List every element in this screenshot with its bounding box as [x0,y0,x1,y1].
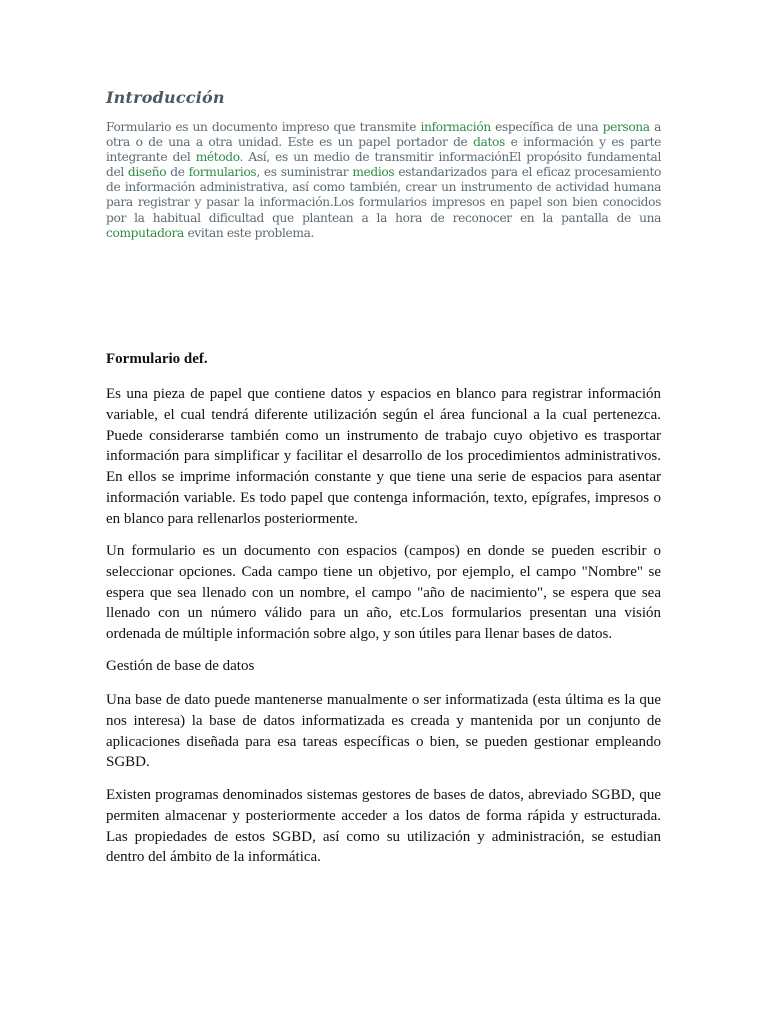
intro-link-método[interactable]: método [195,150,240,165]
intro-text-segment: de [166,165,189,180]
intro-link-persona[interactable]: persona [602,120,650,134]
intro-text-segment: estandarizados para el eficaz procesamiento de información administrativa, así como también, crear un instrumento de actividad humana para registrar y pasar la información.Los formularios impresos en papel son bien conocidos por la habitual dificultad que plantean a la hora de reconocer en la pantalla de una [106,165,661,225]
intro-text-segment: evitan este problema. [183,225,315,240]
gestion-paragraph-1: Una base de dato puede mantenerse manualmente o ser informatizada (esta última es la que nos interesa) la base de datos informatizada es creada y mantenida por un conjunto de aplicaciones diseñada para esa tareas específicas o bien, se pueden gestionar empleando SGBD. [106,692,661,771]
intro-text-segment: , es suministrar [256,165,353,180]
intro-link-información[interactable]: información [420,120,491,134]
intro-link-medios[interactable]: medios [352,165,395,180]
gestion-heading: Gestión de base de datos [106,658,255,674]
gestion-paragraph-2: Existen programas denominados sistemas gestores de bases de datos, abreviado SGBD, que permiten almacenar y posteriormente acceder a los datos de forma rápida y estructurada. Las propiedades de estos SGBD, así como su utilización y administración, se estudian dentro del ámbito de la informática. [106,787,661,866]
intro-text-segment: a otra o de una a otra unidad. Este es un papel portador de [106,120,661,150]
intro-text-segment: específica de una [490,120,603,134]
definition-paragraph-2: Un formulario es un documento con espacios (campos) en donde se pueden escribir o seleccionar opciones. Cada campo tiene un objetivo, por ejemplo, el campo "Nombre" se espera que sea llenado con un nombre, el campo "año de nacimiento", se espera que sea llenado con un número válido para un año, etc.Los formularios presentan una visión ordenada de múltiple información sobre algo, y son útiles para llenar bases de datos. [106,543,661,643]
intro-link-computadora[interactable]: computadora [106,225,184,240]
intro-link-diseño[interactable]: diseño [127,165,167,180]
definition-heading: Formulario def. [106,351,208,367]
definition-paragraph-1: Es una pieza de papel que contiene datos y espacios en blanco para registrar información variable, el cual tendrá diferente utilización según el área funcional a la cual pertenezca. Puede considerarse también como un instrumento de trabajo cuyo objetivo es trasportar información para simplificar y facilitar el desarrollo de los procedimientos administrativos. En ellos se imprime información constante y que tiene una serie de espacios para asentar información variable. Es todo papel que contenga información, texto, epígrafes, impresos o en blanco para rellenarlos posteriormente. [106,386,661,527]
intro-link-formularios[interactable]: formularios [188,165,257,180]
introduction-paragraph [106,120,661,241]
intro-text-segment: . Así, es un medio de transmitir informaciónEl propósito fundamental del [106,150,661,180]
intro-text-segment: Formulario es un documento impreso que transmite [106,120,421,134]
intro-text-segment: e información y es parte integrante del [106,135,662,165]
introduction-heading: Introducción [106,88,225,107]
intro-link-datos[interactable]: datos [473,135,505,150]
